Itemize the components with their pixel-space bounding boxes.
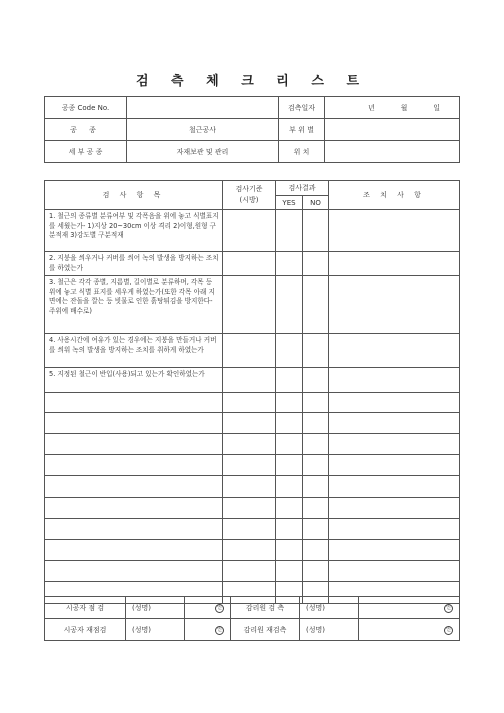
standard-cell[interactable] (223, 498, 276, 519)
action-cell[interactable] (329, 540, 460, 561)
supervisor-inspect-name[interactable]: (성명) (300, 597, 359, 619)
action-cell[interactable] (329, 368, 460, 393)
contractor-inspect-label: 시공자 점 검 (45, 597, 126, 619)
document-title: 검 측 체 크 리 스 트 (135, 74, 369, 89)
inspection-date-label: 검측일자 (279, 97, 325, 119)
yes-cell[interactable] (276, 519, 303, 540)
location-field[interactable] (325, 119, 460, 141)
month-label: 월 (400, 103, 408, 112)
action-cell[interactable] (329, 434, 460, 455)
seal-icon: 인 (444, 604, 453, 613)
empty-item-cell[interactable] (45, 498, 223, 519)
header-yes: YES (276, 196, 303, 210)
signature-table (44, 596, 460, 641)
action-cell[interactable] (329, 393, 460, 413)
standard-cell[interactable] (223, 476, 276, 498)
no-cell[interactable] (303, 334, 329, 368)
action-cell[interactable] (329, 413, 460, 434)
empty-item-cell[interactable] (45, 519, 223, 540)
no-cell[interactable] (303, 519, 329, 540)
supervisor-recheck-seal-cell (359, 619, 460, 641)
standard-cell[interactable] (223, 561, 276, 582)
inspection-date-field[interactable] (325, 97, 460, 119)
action-cell[interactable] (329, 476, 460, 498)
action-cell[interactable] (329, 519, 460, 540)
check-item: 4. 사용시간에 여유가 있는 경우에는 지붕을 만들거나 커버를 씌워 녹의 발생을 방지하는 조치를 취하게 하였는가 (45, 334, 223, 368)
contractor-recheck-seal-cell (185, 619, 231, 641)
detail-work-label: 세 부 공 종 (45, 141, 127, 163)
standard-cell[interactable] (223, 413, 276, 434)
header-result: 검사결과 (276, 181, 329, 196)
header-action: 조 치 사 항 (329, 181, 460, 210)
standard-cell[interactable] (223, 393, 276, 413)
action-cell[interactable] (329, 334, 460, 368)
position-label: 위 치 (279, 141, 325, 163)
yes-cell[interactable] (276, 561, 303, 582)
no-cell[interactable] (303, 276, 329, 334)
no-cell[interactable] (303, 393, 329, 413)
standard-cell[interactable] (223, 519, 276, 540)
yes-cell[interactable] (276, 210, 303, 252)
project-code-label: 공종 Code No. (45, 97, 127, 119)
yes-cell[interactable] (276, 368, 303, 393)
no-cell[interactable] (303, 455, 329, 476)
info-table (44, 96, 460, 163)
seal-icon: 인 (444, 626, 453, 635)
no-cell[interactable] (303, 413, 329, 434)
contractor-recheck-name[interactable]: (성명) (126, 619, 185, 641)
detail-work-value: 자재보관 및 관리 (127, 141, 279, 163)
position-field[interactable] (325, 141, 460, 163)
standard-cell[interactable] (223, 252, 276, 276)
yes-cell[interactable] (276, 393, 303, 413)
supervisor-inspect-label: 감리원 검 측 (231, 597, 300, 619)
empty-item-cell[interactable] (45, 413, 223, 434)
check-item: 3. 철근은 각각 종별, 지름별, 길이별로 분류하며, 각목 등 위에 놓고 식별 표지를 세우게 하였는가(또한 각목 아래 지면에는 잔돌을 깔는 등 빗물로 인한 흙탕튀김을 방지한다- 주위에 배수로) (45, 276, 223, 334)
header-no: NO (303, 196, 329, 210)
no-cell[interactable] (303, 252, 329, 276)
supervisor-recheck-name[interactable]: (성명) (300, 619, 359, 641)
supervisor-inspect-seal-cell (359, 597, 460, 619)
work-type-value: 철근공사 (127, 119, 279, 141)
action-cell[interactable] (329, 455, 460, 476)
no-cell[interactable] (303, 561, 329, 582)
check-item: 1. 철근의 종류별 분류여부 및 각폭음을 위에 놓고 식별표지를 세웠는가- 1)지상 20~30cm 이상 격리 2)이형,원형 구분적재 3)강도별 구분적재 (45, 210, 223, 252)
yes-cell[interactable] (276, 334, 303, 368)
standard-cell[interactable] (223, 434, 276, 455)
no-cell[interactable] (303, 434, 329, 455)
contractor-recheck-label: 시공자 재점검 (45, 619, 126, 641)
yes-cell[interactable] (276, 434, 303, 455)
check-item: 5. 지정된 철근이 반입(사용)되고 있는가 확인하였는가 (45, 368, 223, 393)
empty-item-cell[interactable] (45, 476, 223, 498)
seal-icon: 인 (215, 604, 224, 613)
header-standard-label: 검사기준 (235, 185, 263, 193)
work-type-label: 공 종 (45, 119, 127, 141)
header-standard-sub: (시방) (239, 196, 259, 204)
yes-cell[interactable] (276, 498, 303, 519)
no-cell[interactable] (303, 498, 329, 519)
seal-icon: 인 (215, 626, 224, 635)
action-cell[interactable] (329, 498, 460, 519)
day-label: 일 (433, 103, 441, 112)
standard-cell[interactable] (223, 334, 276, 368)
standard-cell[interactable] (223, 455, 276, 476)
contractor-inspect-name[interactable]: (성명) (126, 597, 185, 619)
action-cell[interactable] (329, 252, 460, 276)
empty-item-cell[interactable] (45, 455, 223, 476)
empty-item-cell[interactable] (45, 393, 223, 413)
empty-item-cell[interactable] (45, 561, 223, 582)
header-standard (223, 181, 276, 210)
check-item: 2. 지붕을 씌우거나 커버를 씌어 녹의 발생을 방지하는 조치를 하였는가 (45, 252, 223, 276)
yes-cell[interactable] (276, 540, 303, 561)
no-cell[interactable] (303, 540, 329, 561)
yes-cell[interactable] (276, 455, 303, 476)
standard-cell[interactable] (223, 368, 276, 393)
action-cell[interactable] (329, 210, 460, 252)
action-cell[interactable] (329, 561, 460, 582)
action-cell[interactable] (329, 276, 460, 334)
yes-cell[interactable] (276, 276, 303, 334)
contractor-inspect-seal-cell (185, 597, 231, 619)
yes-cell[interactable] (276, 476, 303, 498)
yes-cell[interactable] (276, 413, 303, 434)
no-cell[interactable] (303, 476, 329, 498)
location-label: 부 위 별 (279, 119, 325, 141)
year-label: 년 (367, 103, 375, 112)
standard-cell[interactable] (223, 210, 276, 252)
standard-cell[interactable] (223, 540, 276, 561)
empty-item-cell[interactable] (45, 540, 223, 561)
yes-cell[interactable] (276, 252, 303, 276)
standard-cell[interactable] (223, 276, 276, 334)
no-cell[interactable] (303, 368, 329, 393)
no-cell[interactable] (303, 210, 329, 252)
empty-item-cell[interactable] (45, 434, 223, 455)
supervisor-recheck-label: 감리원 재검측 (231, 619, 300, 641)
header-items: 검 사 항 목 (45, 181, 223, 210)
checklist-table (44, 180, 460, 604)
project-code-field[interactable] (127, 97, 279, 119)
